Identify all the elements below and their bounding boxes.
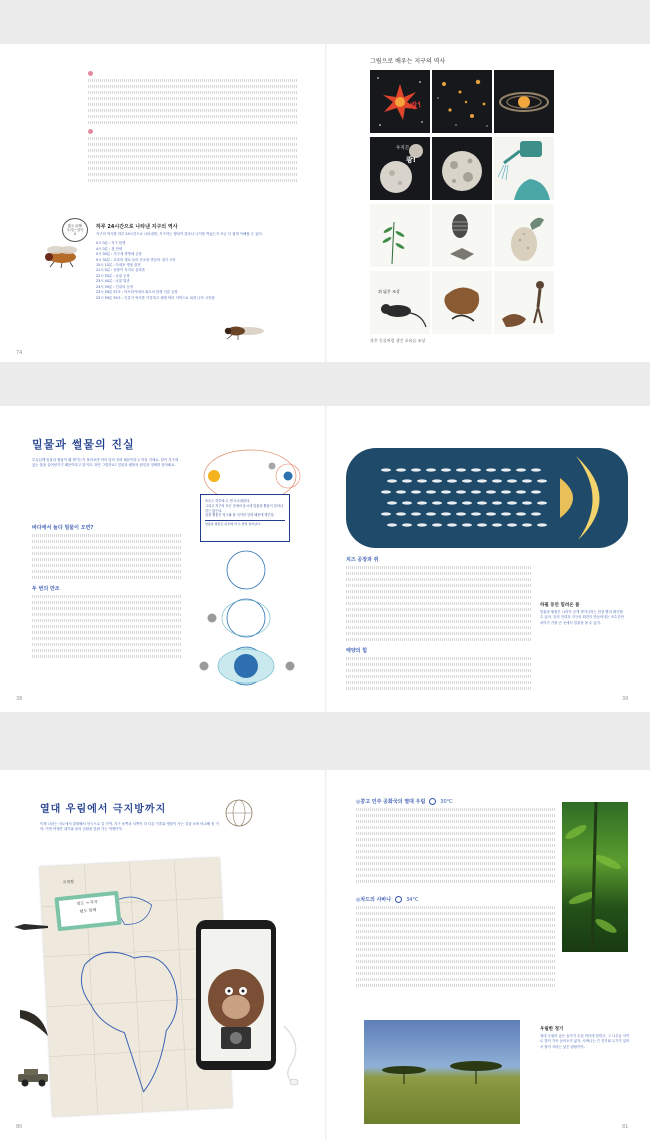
- spread-tides: [0, 406, 650, 712]
- timeline-item: 0시 0분 : 지구 탄생: [96, 241, 126, 246]
- fish-shape: [501, 512, 511, 515]
- timeline-item: 22시 50분 : 공룡 등장: [96, 273, 130, 278]
- fish-shape: [537, 523, 547, 526]
- fish-shape: [471, 490, 481, 493]
- timeline-item: 23시 40분 : 공룡 멸종: [96, 279, 130, 284]
- section-heading-4: 태양의 힘: [346, 648, 368, 654]
- ticket-type: 편도 항해: [79, 907, 97, 914]
- fish-shape: [486, 490, 496, 493]
- panel-bang-text: 쾅!: [406, 156, 416, 164]
- climate-heading: 열대 우림에서 극지방까지: [40, 804, 167, 815]
- fish-shape: [477, 523, 487, 526]
- fish-shape: [501, 468, 511, 471]
- fish-shape: [531, 512, 541, 515]
- fish-shape: [522, 523, 532, 526]
- fish-shape: [441, 468, 451, 471]
- right-page-number: 81: [622, 1124, 629, 1130]
- fish-shape: [441, 512, 451, 515]
- panel-mouse: [370, 271, 430, 334]
- panel-trilobite: [432, 204, 492, 267]
- fish-shape: [522, 479, 532, 482]
- fish-shape: [456, 468, 466, 471]
- earth-bulge-diagrams: [186, 548, 306, 708]
- fish-shape: [492, 501, 502, 504]
- fish-shape: [456, 512, 466, 515]
- fish-shape: [387, 523, 397, 526]
- page-fold: [325, 770, 327, 1140]
- panel-mouse-label: 쥐 닮은 조상: [378, 289, 400, 294]
- panel-watering-can: [494, 137, 554, 200]
- panel-stars: [432, 70, 492, 133]
- fish-shape: [381, 512, 391, 515]
- fish-shape: [447, 501, 457, 504]
- fish-shape: [411, 512, 421, 515]
- region-block-1: [356, 798, 556, 886]
- panel-meteor-rock: [432, 271, 492, 334]
- timeline-title: 하루 24시간으로 나타낸 지구의 역사: [96, 224, 178, 230]
- speech-bubble-text: 짧고 굵게! 우리는 살아요: [66, 223, 84, 237]
- timeline-item: 23시 59분 59초 : 인류가 역사를 기록하고 세계 여러 지역으로 퍼져 나가 시작함: [96, 295, 215, 300]
- fish-shape: [426, 468, 436, 471]
- speech-bubble: [62, 218, 88, 242]
- fish-shape: [456, 490, 466, 493]
- fish-shape: [396, 490, 406, 493]
- globe-icon: [224, 798, 254, 828]
- timeline-item: 9시 30분 : 초록의 새로 들어 산소를 만들어 내기 시작: [96, 257, 176, 262]
- fish-shape: [531, 468, 541, 471]
- fish-shape: [396, 468, 406, 471]
- jeep-illustration: [16, 1066, 52, 1088]
- ticket-route: 적도 → 북극: [76, 898, 98, 907]
- panel-crack-text: 우지끈: [396, 146, 410, 151]
- fish-shape: [381, 490, 391, 493]
- photo-caption-text: 열대 우림의 숲은 높이가 수십 미터에 달하고, 그 나무들 사이로 빛이 가득 들어오지 않지. 사바나는 긴 건기와 우기가 있어서 풀이 자라는 넓은 평원이야.: [540, 1034, 630, 1049]
- fish-shape: [411, 490, 421, 493]
- cicada-illustration: [222, 320, 270, 340]
- fish-shape: [486, 512, 496, 515]
- fountain-pen-icon: [14, 916, 48, 924]
- callout-line: 조수는 하루에 두 번 오르내린다.: [205, 499, 251, 503]
- fish-shape: [402, 523, 412, 526]
- cheese-island-illustration: [346, 448, 628, 548]
- panel-egg-dinosaur: [494, 204, 554, 267]
- earphones-illustration: [280, 1026, 316, 1086]
- timeline-item: 5시 30분 : 지구에 생명체 등장: [96, 252, 142, 257]
- page-fold: [325, 44, 327, 362]
- climate-intro: 이제 나라는 지도에서 출발해서 북극으로 갈 거야. 지구 동쪽과 서쪽이 다 다른 기후와 생물이 사는 것을 보며 비교해 볼 거야. 이번 여행은 대기와 물의 순환을 맞춰 가는 여행이야.: [40, 822, 219, 832]
- spread-climate-journey: [0, 770, 650, 1140]
- fish-shape: [402, 501, 412, 504]
- callout-line: 그리고 지구의 모든 곳에서 동시에 밀물과 썰물이 일어나지는 않는다.: [205, 503, 283, 513]
- sidebar-note: [540, 602, 626, 626]
- fish-shape: [516, 512, 526, 515]
- fish-shape: [417, 523, 427, 526]
- tides-intro: 부유님께 밀물과 썰물이 왜 생기는지 물어보면 아마 달의 중력 때문이라고 하실 거예요. 달이 지구에 있는 물을 끌어당기기 때문이라고 말이지. 과연 그럴까요? 밀물과 썰물의 원인과 정체를 알아봐요.: [32, 458, 179, 468]
- panel-big-bang: [370, 70, 430, 133]
- fish-shape: [426, 490, 436, 493]
- region-title-1: ◎콩고 민주 공화국의 열대 우림: [356, 799, 426, 805]
- temperature-1: 30°C: [440, 798, 453, 805]
- fish-shape: [417, 501, 427, 504]
- ornament-dot-icon: [88, 129, 93, 134]
- left-text-column: [32, 524, 182, 661]
- savanna-photo: [364, 1020, 520, 1124]
- fish-shape: [462, 479, 472, 482]
- timeline-item: 23시 59분 57초 : 아프리카에서 최초의 현생 인류 등장: [96, 290, 178, 295]
- callout-lines: [205, 499, 285, 518]
- fish-shape: [501, 490, 511, 493]
- horn-illustration: [16, 1006, 52, 1040]
- fish-shape: [531, 490, 541, 493]
- fish-shape: [477, 501, 487, 504]
- left-page-number: 74: [16, 350, 23, 356]
- fish-shape: [492, 479, 502, 482]
- fish-shape: [537, 479, 547, 482]
- travel-ticket: [54, 891, 121, 932]
- sun-icon: [429, 798, 436, 805]
- rainforest-photo: [562, 802, 628, 952]
- timeline-list: [96, 241, 316, 301]
- region-title-2: ◎차드의 사바나: [356, 897, 392, 903]
- fish-shape: [447, 523, 457, 526]
- panel-sfx-text: 쾅!: [409, 100, 423, 111]
- callout-line: 밀물 썰물은 지구와 달 사이의 인력 때문에 생긴다.: [205, 513, 275, 518]
- left-page-number: 80: [16, 1124, 23, 1130]
- region-block-2: [356, 896, 556, 990]
- fish-shape: [507, 523, 517, 526]
- panel-rocky-earth: [432, 137, 492, 200]
- fly-illustration: [42, 242, 82, 268]
- spread-earth-history: [0, 44, 650, 362]
- panel-solar-disk: [494, 70, 554, 133]
- tides-heading: 밀물과 썰물의 진실: [32, 438, 135, 451]
- fish-shape: [471, 512, 481, 515]
- sidebar-text: 밀물과 썰물은 나라가 곧게 생기니까는 만큼 빨리 확인할 수 있어. 달의 인력과 지구의 회전이 만들어내는 조수간만 차이가 가장 큰 곳에서 밀물을 볼 수 있지.: [540, 610, 624, 625]
- fish-shape: [516, 468, 526, 471]
- timeline-item: 4시 0분 : 첫 단세: [96, 246, 123, 251]
- fish-shape: [396, 512, 406, 515]
- fish-shape: [387, 479, 397, 482]
- sidebar-title: 하필 동안 밀려온 물: [540, 603, 580, 608]
- photo-caption: [540, 1026, 630, 1050]
- panel-title: 그림으로 배우는 지구의 역사: [370, 58, 446, 65]
- timeline-item: 15시 15분 : 다세포 생물 출현: [96, 263, 141, 268]
- fish-shape: [381, 468, 391, 471]
- fish-shape: [471, 468, 481, 471]
- fish-shape: [507, 501, 517, 504]
- fish-shape: [432, 523, 442, 526]
- fish-shape: [477, 479, 487, 482]
- panel-plant: [370, 204, 430, 267]
- left-page-body: [88, 71, 298, 185]
- right-text-column: [346, 556, 532, 693]
- fish-shape: [402, 479, 412, 482]
- fish-shape: [537, 501, 547, 504]
- timeline-intro: 지구의 역사를 하루 24시간으로 나타내면, 지구라는 행성이 얼마나 나이를 먹었는지 조금 더 쉽게 이해할 수 있어.: [96, 232, 263, 236]
- panel-caption: 작은 동물처럼 생긴 포유류 조상: [370, 338, 426, 343]
- fish-shape: [411, 468, 421, 471]
- fish-shape: [462, 523, 472, 526]
- fish-shape: [387, 501, 397, 504]
- callout-note: 밀물과 썰물은 하루에 약 두 번씩 일어난다.: [205, 520, 285, 526]
- sun-icon: [395, 896, 402, 903]
- section-heading-1: 바다에서 놀다 밀물이 오면?: [32, 525, 94, 531]
- ornament-dot-icon: [88, 71, 93, 76]
- fish-shape: [447, 479, 457, 482]
- fish-shape: [432, 479, 442, 482]
- fish-shape: [426, 512, 436, 515]
- timeline-item: 21시 0분 : 동물이 육지로 올라옴: [96, 268, 146, 273]
- fish-shape: [432, 501, 442, 504]
- timeline-item: 23시 59분 : 인류의 등장: [96, 284, 134, 289]
- page-fold: [325, 406, 327, 712]
- left-page-number: 38: [16, 696, 23, 702]
- section-heading-2: 두 번의 만조: [32, 586, 60, 592]
- map-label: 국제항: [62, 879, 75, 885]
- right-page-number: 39: [622, 696, 629, 702]
- fish-shape: [492, 523, 502, 526]
- fish-shape: [522, 501, 532, 504]
- fish-shape: [462, 501, 472, 504]
- panel-planet-collision: [370, 137, 430, 200]
- fish-shape: [507, 479, 517, 482]
- temperature-2: 34°C: [406, 896, 419, 903]
- fish-shape: [441, 490, 451, 493]
- fish-shape: [516, 490, 526, 493]
- fish-shape: [417, 479, 427, 482]
- fish-shape: [486, 468, 496, 471]
- panel-human-ancestor: [494, 271, 554, 334]
- section-heading-3: 치즈 공장과 쥐: [346, 557, 379, 563]
- phone-mockup: [196, 920, 276, 1070]
- photo-caption-title: 우림한 정기: [540, 1027, 564, 1032]
- timeline-box: [96, 223, 316, 301]
- callout-box: [200, 494, 290, 542]
